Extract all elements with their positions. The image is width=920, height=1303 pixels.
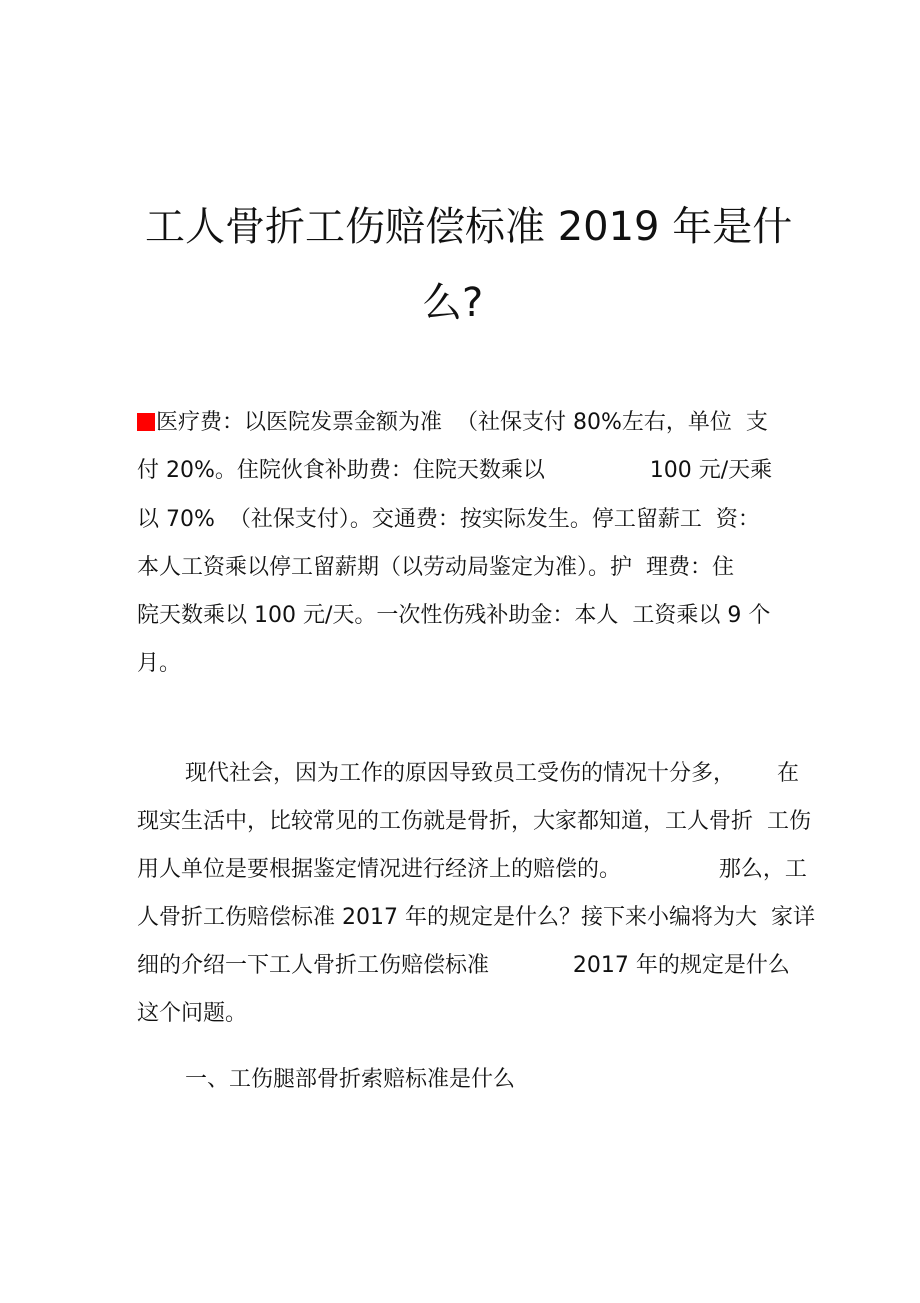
intro-line-3: 用人单位是要根据鉴定情况进行经济上的赔偿的。 那么，工 <box>137 857 807 882</box>
intro-line-5: 细的介绍一下工人骨折工伤赔偿标准 2017 年的规定是什么 <box>137 953 790 978</box>
red-bullet-icon <box>137 413 155 431</box>
bullet-line-4: 本人工资乘以停工留薪期（以劳动局鉴定为准）。护 理费：住 <box>137 555 734 580</box>
intro-line-2: 现实生活中，比较常见的工伤就是骨折，大家都知道，工人骨折 工伤 <box>137 809 811 834</box>
bullet-line-1 <box>137 408 768 438</box>
section-heading: 一、工伤腿部骨折索赔标准是什么 <box>185 1067 516 1092</box>
intro-line-6: 这个问题。 <box>137 1001 248 1026</box>
title-line-1: 工人骨折工伤赔偿标准 2019 年是什 <box>145 204 793 250</box>
title-line-2: 么? <box>422 280 484 326</box>
bullet-line-6: 月。 <box>137 651 182 676</box>
intro-line-4: 人骨折工伤赔偿标准 2017 年的规定是什么？接下来小编将为大 家详 <box>137 905 815 930</box>
bullet-text-1: 医疗费：以医院发票金额为准 （社保支付 80%左右，单位 支 <box>156 410 768 435</box>
bullet-line-3: 以 70% （社保支付）。交通费：按实际发生。停工留薪工 资： <box>137 507 760 532</box>
bullet-line-5: 院天数乘以 100 元/天。一次性伤残补助金：本人 工资乘以 9 个 <box>137 603 771 628</box>
bullet-line-2: 付 20%。住院伙食补助费：住院天数乘以 100 元/天乘 <box>137 458 773 483</box>
intro-line-1: 现代社会，因为工作的原因导致员工受伤的情况十分多， 在 <box>185 761 799 786</box>
